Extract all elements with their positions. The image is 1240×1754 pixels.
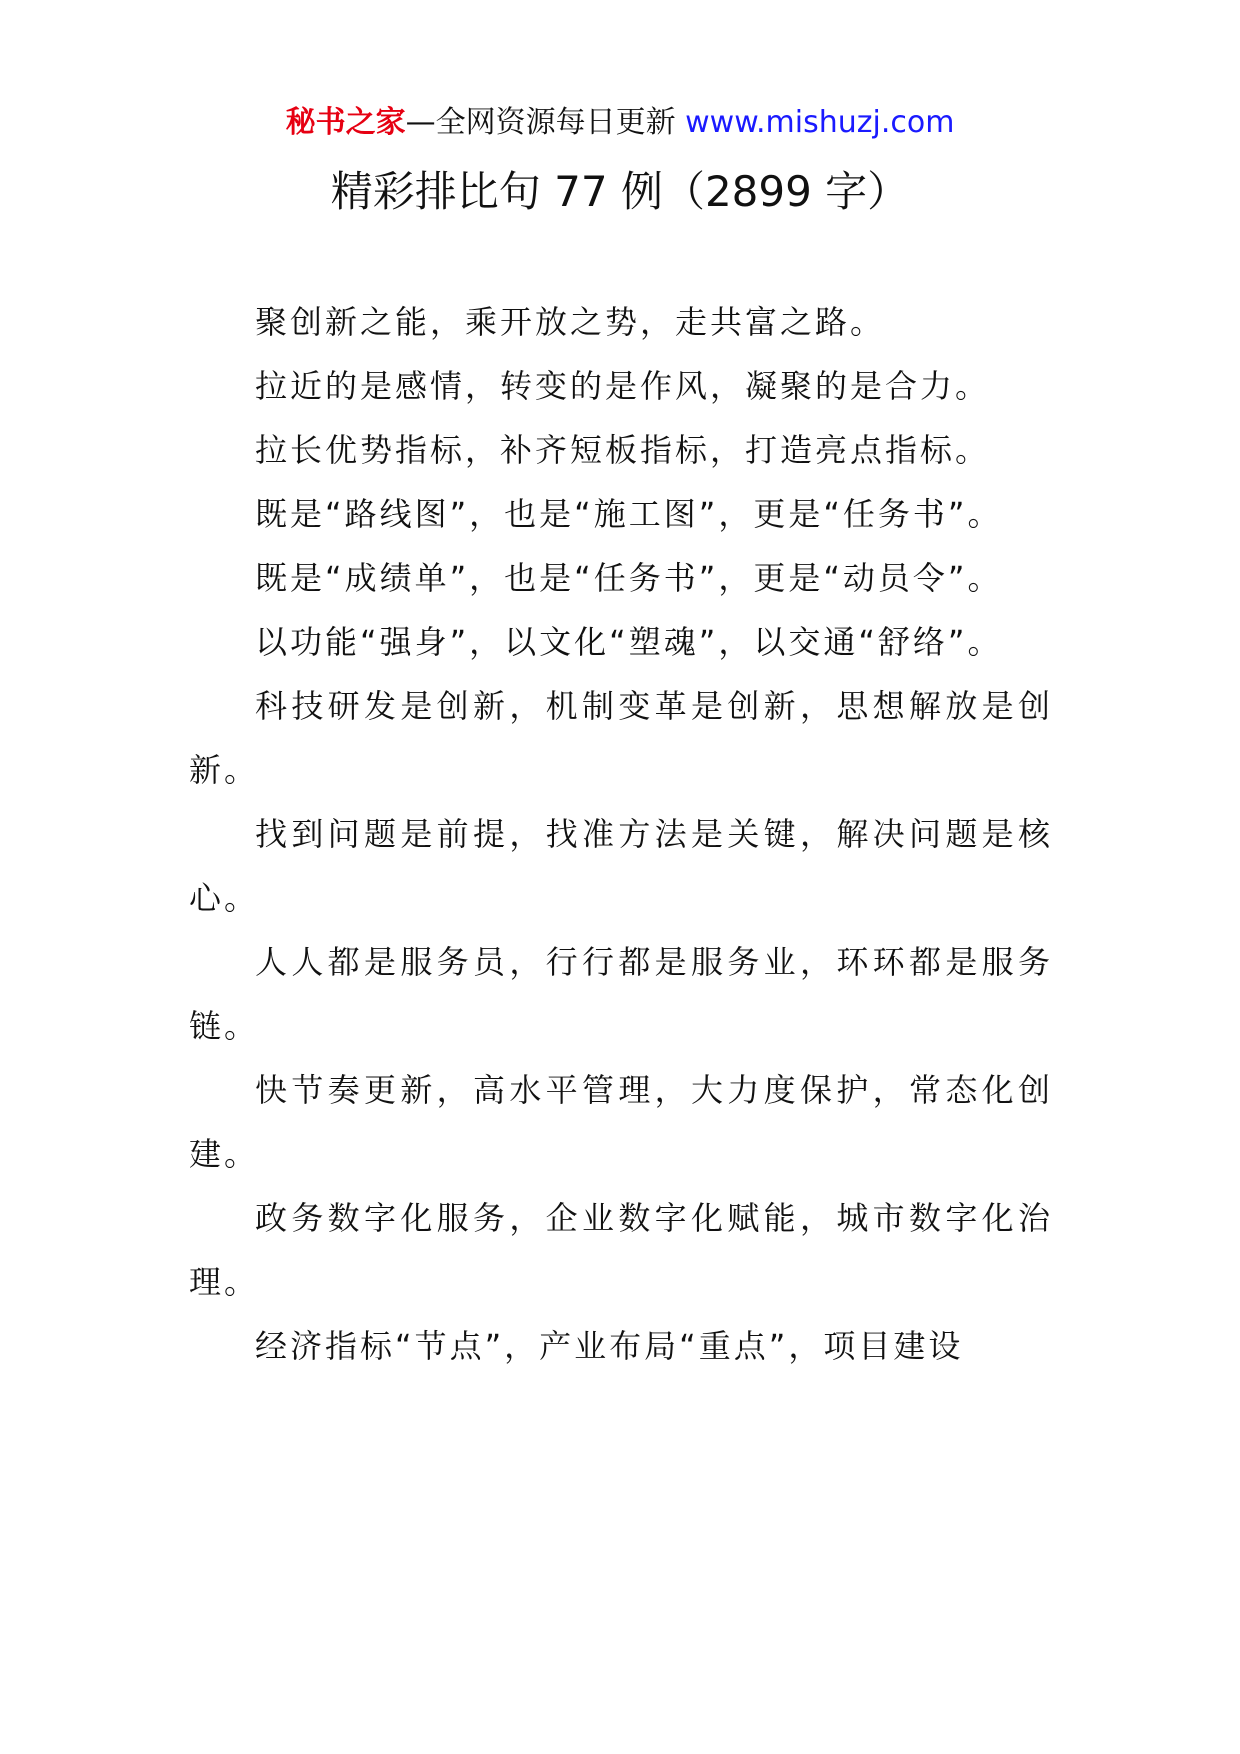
paragraph: 人人都是服务员，行行都是服务业，环环都是服务链。 — [189, 943, 1053, 1045]
paragraph: 以功能“强身”，以文化“塑魂”，以交通“舒络”。 — [255, 623, 1003, 661]
paragraph: 拉长优势指标，补齐短板指标，打造亮点指标。 — [255, 431, 991, 469]
document-title: 精彩排比句 77 例（2899 字） — [330, 167, 910, 216]
brand-name: 秘书之家 — [285, 105, 406, 140]
paragraph: 政务数字化服务，企业数字化赋能，城市数字化治理。 — [189, 1199, 1053, 1301]
paragraph: 聚创新之能，乘开放之势，走共富之路。 — [255, 303, 886, 341]
site-url-link[interactable]: www.mishuzj.com — [685, 105, 955, 140]
header-tagline: —全网资源每日更新 — [405, 105, 676, 140]
document-body — [189, 290, 1053, 1378]
paragraph: 既是“路线图”，也是“施工图”，更是“任务书”。 — [255, 495, 1003, 533]
paragraph: 快节奏更新，高水平管理，大力度保护，常态化创建。 — [189, 1071, 1053, 1173]
paragraph: 找到问题是前提，找准方法是关键，解决问题是核心。 — [189, 815, 1053, 917]
paragraph: 科技研发是创新，机制变革是创新，思想解放是创新。 — [189, 687, 1053, 789]
site-header — [0, 100, 1240, 146]
paragraph: 经济指标“节点”，产业布局“重点”，项目建设 — [255, 1327, 964, 1365]
paragraph: 既是“成绩单”，也是“任务书”，更是“动员令”。 — [255, 559, 1003, 597]
paragraph: 拉近的是感情，转变的是作风，凝聚的是合力。 — [255, 367, 991, 405]
